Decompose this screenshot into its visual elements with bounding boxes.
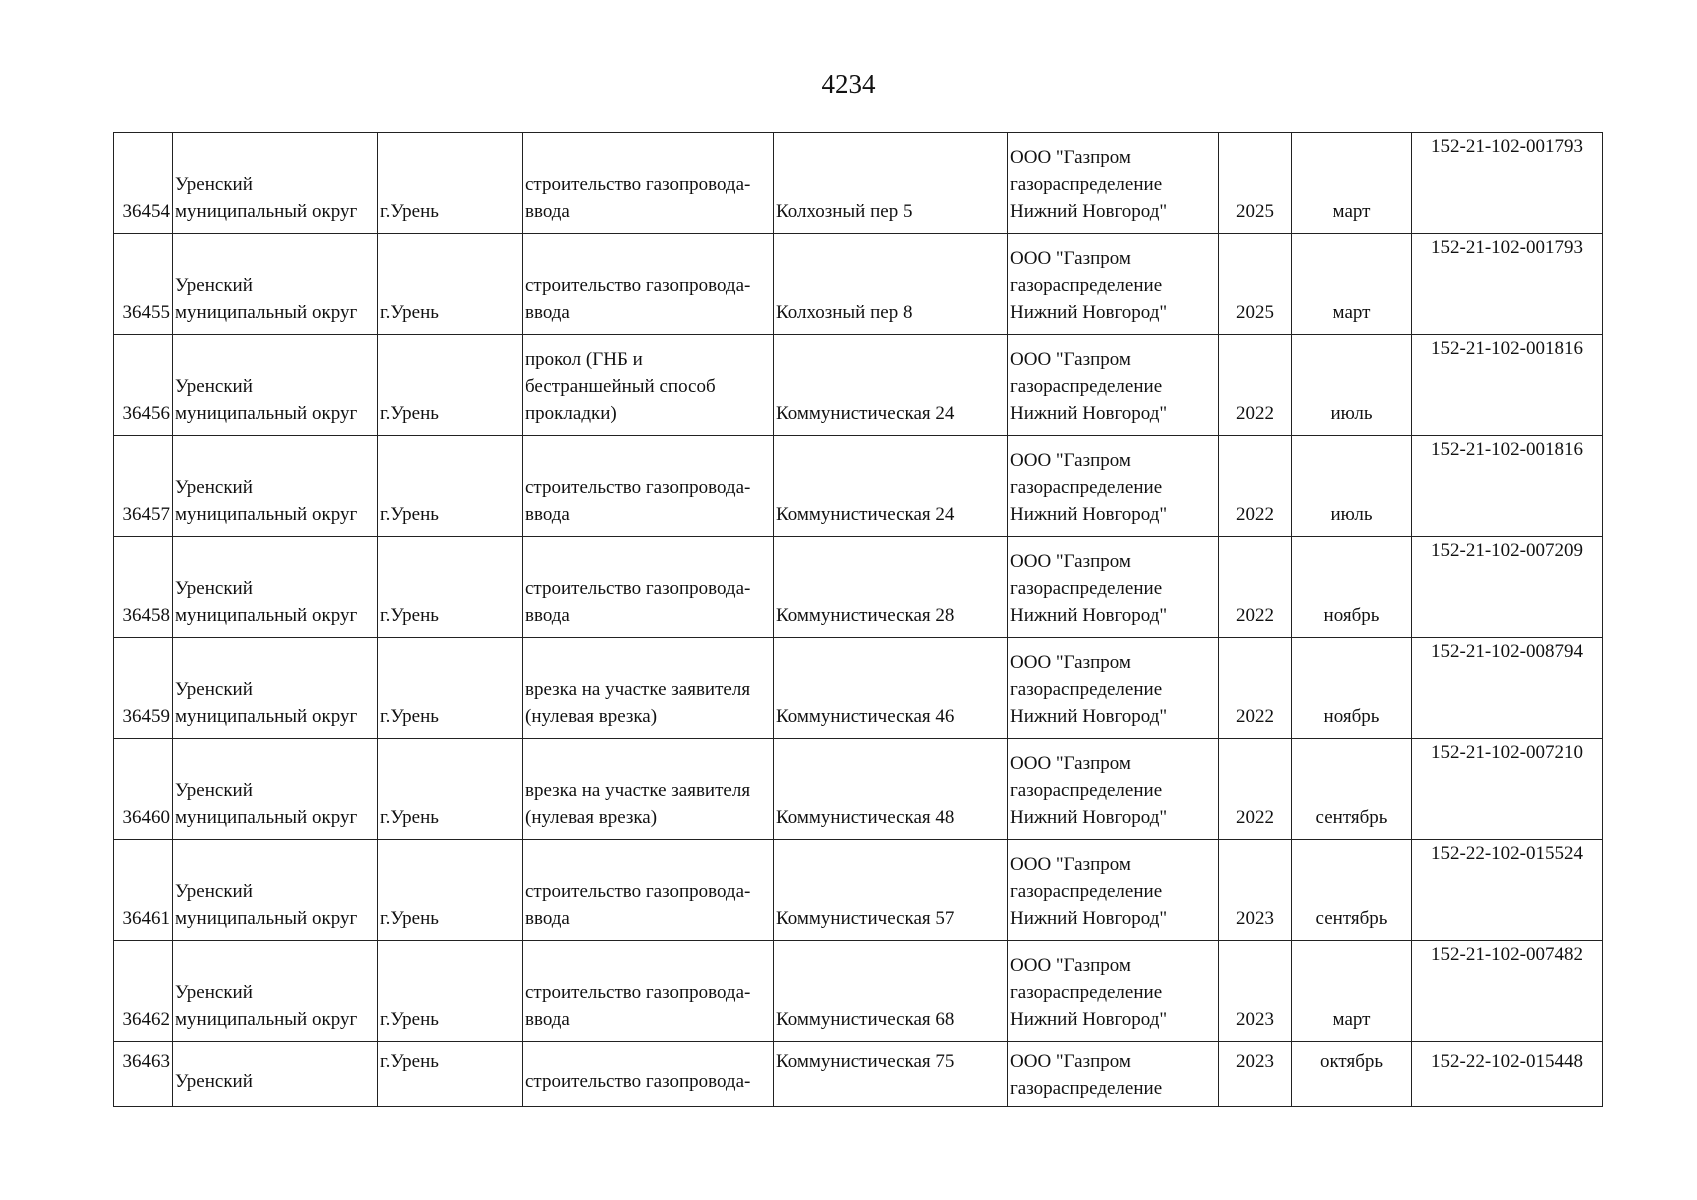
application-code-cell: 152-21-102-007210: [1412, 739, 1603, 840]
city-cell: г.Урень: [378, 436, 523, 537]
application-code-cell: 152-21-102-001816: [1412, 436, 1603, 537]
address-cell: Колхозный пер 8: [774, 234, 1008, 335]
city-cell: г.Урень: [378, 133, 523, 234]
address-cell: Колхозный пер 5: [774, 133, 1008, 234]
row-number-cell: 36455: [114, 234, 173, 335]
address-cell: Коммунистическая 24: [774, 335, 1008, 436]
table-row: [114, 638, 1603, 739]
month-cell: июль: [1292, 335, 1412, 436]
work-type-cell: [523, 941, 774, 1042]
work-type-line: прокол (ГНБ и: [525, 349, 643, 370]
application-code-cell: 152-21-102-001793: [1412, 133, 1603, 234]
work-type-line: ввода: [525, 201, 570, 222]
application-code-cell: 152-22-102-015524: [1412, 840, 1603, 941]
organization-line: газораспределение: [1010, 578, 1163, 599]
district-line: Уренский: [175, 982, 253, 1003]
row-number-cell: 36460: [114, 739, 173, 840]
work-type-line: строительство газопровода-: [525, 174, 751, 195]
city-cell: г.Урень: [378, 840, 523, 941]
work-type-line: бестраншейный способ: [525, 376, 716, 397]
year-cell: 2022: [1219, 335, 1292, 436]
year-cell: 2023: [1219, 941, 1292, 1042]
address-cell: Коммунистическая 28: [774, 537, 1008, 638]
organization-cell: [1008, 234, 1219, 335]
work-type-line: ввода: [525, 1009, 570, 1030]
registry-table: [113, 132, 1603, 1107]
organization-cell: [1008, 1042, 1219, 1107]
month-cell: сентябрь: [1292, 739, 1412, 840]
month-cell: июль: [1292, 436, 1412, 537]
district-line: Уренский: [175, 275, 253, 296]
application-code-cell: 152-21-102-001793: [1412, 234, 1603, 335]
work-type-cell: [523, 1042, 774, 1107]
city-cell: г.Урень: [378, 739, 523, 840]
city-cell: г.Урень: [378, 1042, 523, 1107]
row-number-cell: 36457: [114, 436, 173, 537]
table-row: [114, 335, 1603, 436]
year-cell: 2022: [1219, 537, 1292, 638]
year-cell: 2025: [1219, 234, 1292, 335]
district-line: Уренский: [175, 174, 253, 195]
row-number-cell: 36458: [114, 537, 173, 638]
organization-line: ООО "Газпром: [1010, 551, 1131, 572]
table-row: [114, 941, 1603, 1042]
district-line: Уренский: [175, 477, 253, 498]
organization-cell: [1008, 739, 1219, 840]
organization-cell: [1008, 840, 1219, 941]
application-code-cell: 152-21-102-007209: [1412, 537, 1603, 638]
application-code-cell: 152-21-102-001816: [1412, 335, 1603, 436]
district-cell: [173, 638, 378, 739]
organization-cell: [1008, 133, 1219, 234]
row-number-cell: 36454: [114, 133, 173, 234]
table-row: [114, 1042, 1603, 1107]
organization-line: ООО "Газпром: [1010, 753, 1131, 774]
district-cell: [173, 1042, 378, 1107]
district-cell: [173, 335, 378, 436]
year-cell: 2023: [1219, 1042, 1292, 1107]
organization-line: Нижний Новгород": [1010, 807, 1168, 828]
year-cell: 2023: [1219, 840, 1292, 941]
row-number-cell: 36461: [114, 840, 173, 941]
city-cell: г.Урень: [378, 638, 523, 739]
district-line: Уренский: [175, 780, 253, 801]
organization-cell: [1008, 941, 1219, 1042]
work-type-line: строительство газопровода-: [525, 881, 751, 902]
district-line: Уренский: [175, 1071, 253, 1092]
organization-line: ООО "Газпром: [1010, 248, 1131, 269]
city-cell: г.Урень: [378, 335, 523, 436]
district-line: муниципальный округ: [175, 504, 358, 525]
table-row: [114, 234, 1603, 335]
district-line: муниципальный округ: [175, 403, 358, 424]
organization-line: газораспределение: [1010, 174, 1163, 195]
city-cell: г.Урень: [378, 941, 523, 1042]
city-cell: г.Урень: [378, 234, 523, 335]
address-cell: Коммунистическая 24: [774, 436, 1008, 537]
district-cell: [173, 234, 378, 335]
work-type-line: строительство газопровода-: [525, 477, 751, 498]
work-type-cell: [523, 234, 774, 335]
month-cell: сентябрь: [1292, 840, 1412, 941]
district-line: муниципальный округ: [175, 1009, 358, 1030]
organization-line: Нижний Новгород": [1010, 504, 1168, 525]
table-row: [114, 133, 1603, 234]
year-cell: 2025: [1219, 133, 1292, 234]
organization-line: ООО "Газпром: [1010, 652, 1131, 673]
district-line: муниципальный округ: [175, 201, 358, 222]
page-number: 4234: [821, 69, 876, 99]
work-type-line: (нулевая врезка): [525, 807, 658, 828]
work-type-line: строительство газопровода-: [525, 578, 751, 599]
district-cell: [173, 739, 378, 840]
application-code-cell: 152-22-102-015448: [1412, 1042, 1603, 1107]
organization-line: ООО "Газпром: [1010, 955, 1131, 976]
work-type-line: ввода: [525, 908, 570, 929]
organization-line: газораспределение: [1010, 275, 1163, 296]
row-number-cell: 36462: [114, 941, 173, 1042]
organization-line: ООО "Газпром: [1010, 147, 1131, 168]
work-type-cell: [523, 638, 774, 739]
work-type-cell: [523, 537, 774, 638]
organization-line: газораспределение: [1010, 780, 1163, 801]
work-type-line: (нулевая врезка): [525, 706, 658, 727]
district-cell: [173, 840, 378, 941]
organization-line: ООО "Газпром: [1010, 349, 1131, 370]
organization-line: газораспределение: [1010, 881, 1163, 902]
organization-line: ООО "Газпром: [1010, 854, 1131, 875]
month-cell: март: [1292, 133, 1412, 234]
month-cell: март: [1292, 234, 1412, 335]
organization-line: газораспределение: [1010, 376, 1163, 397]
work-type-line: строительство газопровода-: [525, 275, 751, 296]
work-type-cell: [523, 335, 774, 436]
organization-line: Нижний Новгород": [1010, 403, 1168, 424]
district-line: Уренский: [175, 881, 253, 902]
address-cell: Коммунистическая 68: [774, 941, 1008, 1042]
organization-line: газораспределение: [1010, 679, 1163, 700]
month-cell: ноябрь: [1292, 638, 1412, 739]
year-cell: 2022: [1219, 739, 1292, 840]
work-type-line: строительство газопровода-: [525, 1071, 751, 1092]
work-type-line: врезка на участке заявителя: [525, 780, 751, 801]
address-cell: Коммунистическая 75: [774, 1042, 1008, 1107]
application-code-cell: 152-21-102-007482: [1412, 941, 1603, 1042]
registry-body: [114, 133, 1603, 1107]
table-row: [114, 840, 1603, 941]
district-line: Уренский: [175, 679, 253, 700]
work-type-line: ввода: [525, 504, 570, 525]
organization-line: Нижний Новгород": [1010, 605, 1168, 626]
month-cell: март: [1292, 941, 1412, 1042]
year-cell: 2022: [1219, 436, 1292, 537]
district-line: муниципальный округ: [175, 706, 358, 727]
work-type-cell: [523, 840, 774, 941]
organization-cell: [1008, 638, 1219, 739]
district-line: муниципальный округ: [175, 302, 358, 323]
row-number-cell: 36459: [114, 638, 173, 739]
city-cell: г.Урень: [378, 537, 523, 638]
table-row: [114, 537, 1603, 638]
district-line: Уренский: [175, 578, 253, 599]
work-type-line: ввода: [525, 302, 570, 323]
work-type-cell: [523, 133, 774, 234]
address-cell: Коммунистическая 48: [774, 739, 1008, 840]
organization-line: ООО "Газпром: [1010, 1051, 1131, 1072]
organization-line: Нижний Новгород": [1010, 201, 1168, 222]
district-cell: [173, 941, 378, 1042]
organization-line: Нижний Новгород": [1010, 908, 1168, 929]
district-line: муниципальный округ: [175, 908, 358, 929]
district-line: муниципальный округ: [175, 807, 358, 828]
month-cell: октябрь: [1292, 1042, 1412, 1107]
district-cell: [173, 133, 378, 234]
table-row: [114, 739, 1603, 840]
district-line: Уренский: [175, 376, 253, 397]
district-cell: [173, 537, 378, 638]
row-number-cell: 36463: [114, 1042, 173, 1107]
work-type-cell: [523, 436, 774, 537]
application-code-cell: 152-21-102-008794: [1412, 638, 1603, 739]
work-type-line: ввода: [525, 605, 570, 626]
row-number-cell: 36456: [114, 335, 173, 436]
address-cell: Коммунистическая 57: [774, 840, 1008, 941]
work-type-line: прокладки): [525, 403, 617, 424]
work-type-line: врезка на участке заявителя: [525, 679, 751, 700]
work-type-cell: [523, 739, 774, 840]
address-cell: Коммунистическая 46: [774, 638, 1008, 739]
organization-line: Нижний Новгород": [1010, 706, 1168, 727]
organization-cell: [1008, 335, 1219, 436]
month-cell: ноябрь: [1292, 537, 1412, 638]
organization-cell: [1008, 436, 1219, 537]
organization-line: ООО "Газпром: [1010, 450, 1131, 471]
year-cell: 2022: [1219, 638, 1292, 739]
work-type-line: строительство газопровода-: [525, 982, 751, 1003]
organization-line: Нижний Новгород": [1010, 302, 1168, 323]
table-row: [114, 436, 1603, 537]
organization-line: Нижний Новгород": [1010, 1009, 1168, 1030]
district-cell: [173, 436, 378, 537]
organization-line: газораспределение: [1010, 477, 1163, 498]
organization-line: газораспределение: [1010, 982, 1163, 1003]
district-line: муниципальный округ: [175, 605, 358, 626]
organization-cell: [1008, 537, 1219, 638]
organization-line: газораспределение: [1010, 1078, 1163, 1099]
